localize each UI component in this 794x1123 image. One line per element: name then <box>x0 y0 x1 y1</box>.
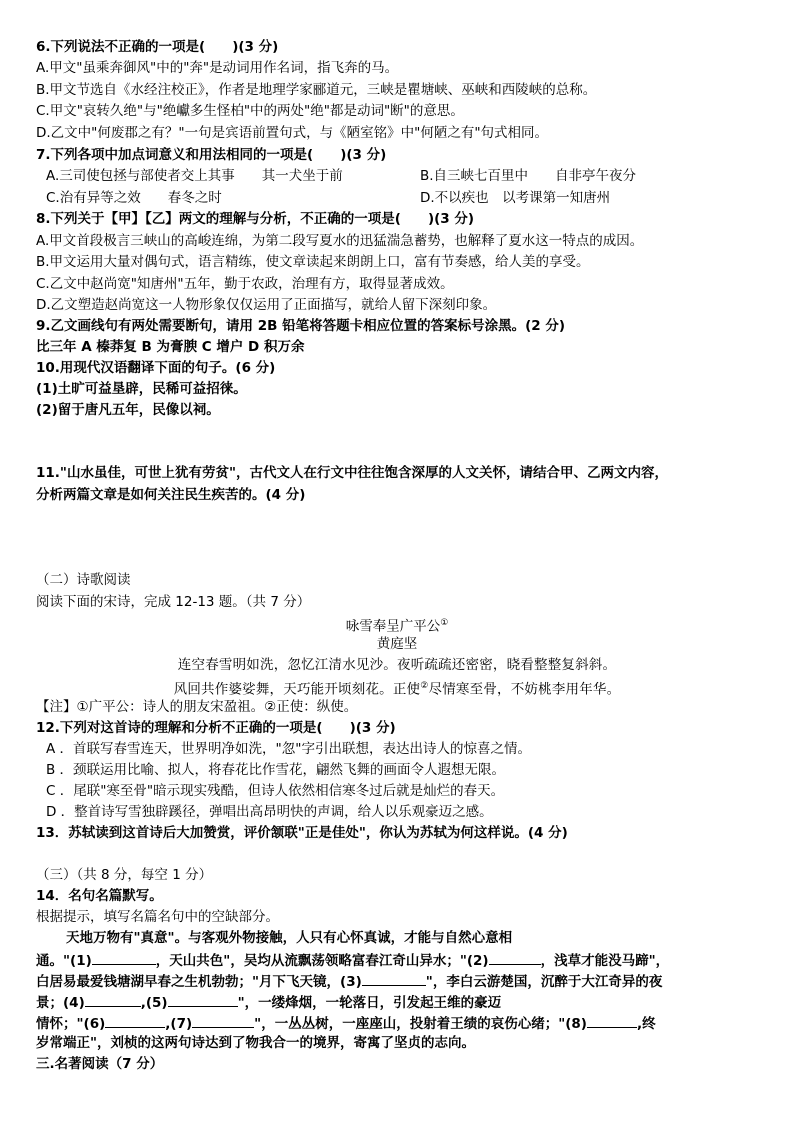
fill-line-4: 景；(4) ,(5) "，一缕烽烟，一轮落日，引发起王维的豪迈 <box>36 992 501 1012</box>
q6-option-a: A.甲文"虽乘奔御风"中的"奔"是动词用作名词，指飞奔的马。 <box>36 60 399 76</box>
q10-stem: 10.用现代汉语翻译下面的句子。(6 分) <box>36 360 276 376</box>
poetry-section-heading: （二）诗歌阅读 <box>36 572 131 588</box>
q8-option-a: A.甲文首段极言三峡山的高峻连绵，为第二段写夏水的迅猛湍急蓄势，也解释了夏水这一特点的成因。 <box>36 233 644 249</box>
blank-8[interactable] <box>587 1013 637 1028</box>
classics-section-heading: 三.名著阅读（7 分） <box>36 1056 164 1072</box>
q10-sentence-2: (2)留于唐凡五年，民像以祠。 <box>36 402 220 418</box>
q12-option-c: C ．尾联"寒至骨"暗示现实残酷，但诗人依然相信寒冬过后就是灿烂的春天。 <box>46 783 505 799</box>
poetry-instruction: 阅读下面的宋诗，完成 12-13 题。（共 7 分） <box>36 594 311 610</box>
q11-line-2: 分析两篇文章是如何关注民生疾苦的。(4 分) <box>36 487 306 503</box>
fill-line-2: 通。"(1) ，天山共色"，吴均从流飘荡领略富春江奇山异水；"(2) ，浅草才能没马蹄"， <box>36 950 669 970</box>
poem-line-2: 风回共作婆娑舞，天巧能开顷刻花。正使②尽情寒至骨，不妨桃李用年华。 <box>173 681 621 698</box>
poem-title-note: ① <box>440 618 449 628</box>
q8-option-b: B.甲文运用大量对偶句式，语言精练，使文章读起来朗朗上口，富有节奏感，给人美的享受。 <box>36 254 590 270</box>
q8-stem: 8.下列关于【甲】【乙】两文的理解与分析，不正确的一项是( )(3 分) <box>36 211 475 227</box>
fill-line-6: 岁常端正"，刘桢的这两句诗达到了物我合一的境界，寄寓了坚贞的志向。 <box>36 1035 476 1051</box>
q7-stem: 7.下列各项中加点词意义和用法相同的一项是( )(3 分) <box>36 147 387 163</box>
q7-option-a: A.三司使包拯与部使者交上其事 其一犬坐于前 <box>46 168 343 184</box>
q9-options: 比三年 A 榛莽复 B 为膏腴 C 增户 D 积万余 <box>36 339 305 355</box>
fill-line-1: 天地万物有"真意"。与客观外物接触，人只有心怀真诚，才能与自然心意相 <box>66 930 513 946</box>
q8-option-c: C.乙文中赵尚宽"知唐州"五年，勤于农政，治理有方，取得显著成效。 <box>36 276 454 292</box>
poem-title: 咏雪奉呈广平公① <box>345 618 449 635</box>
q9-stem: 9.乙文画线句有两处需要断句，请用 2B 铅笔将答题卡相应位置的答案标号涂黑。(2 分) <box>36 318 566 334</box>
blank-2[interactable] <box>489 950 541 965</box>
q13-stem: 13．苏轼读到这首诗后大加赞赏，评价颔联"正是佳处"，你认为苏轼为何这样说。(4 分) <box>36 825 568 841</box>
q10-sentence-1: (1)土旷可益垦辟，民稀可益招徕。 <box>36 381 247 397</box>
q14-stem: 14．名句名篇默写。 <box>36 888 163 904</box>
blank-5[interactable] <box>168 992 238 1007</box>
q8-option-d: D.乙文塑造赵尚宽这一人物形象仅仅运用了正面描写，就给人留下深刻印象。 <box>36 297 497 313</box>
poem-line-1: 连空春雪明如洗，忽忆江清水见沙。夜听疏疏还密密，晓看整整复斜斜。 <box>177 657 617 673</box>
q11-line-1: 11."山水虽佳，可世上犹有劳贫"，古代文人在行文中往往饱含深厚的人文关怀，请结合甲、乙两文内容， <box>36 465 668 481</box>
blank-3[interactable] <box>362 971 426 986</box>
q6-option-c: C.甲文"哀转久绝"与"绝巘多生怪柏"中的两处"绝"都是动词"断"的意思。 <box>36 103 464 119</box>
q6-option-d: D.乙文中"何废郡之有？"一句是宾语前置句式，与《陋室铭》中"何陋之有"句式相同。 <box>36 125 549 141</box>
fill-line-3: 白居易最爱钱塘湖早春之生机勃勃；"月下飞天镜，(3) "，李白云游楚国，沉醉于大江奇异的夜 <box>36 971 662 991</box>
blank-1[interactable] <box>92 950 156 965</box>
q7-option-d: D.不以疾也 以考课第一知唐州 <box>420 190 611 206</box>
q12-option-b: B ．颈联运用比喻、拟人，将春花比作雪花，翩然飞舞的画面令人遐想无限。 <box>46 762 506 778</box>
blank-7[interactable] <box>192 1013 254 1028</box>
poem-line-note: ② <box>420 681 429 691</box>
q12-option-d: D ．整首诗写雪独辟蹊径，弹唱出高昂明快的声调，给人以乐观豪迈之感。 <box>46 804 493 820</box>
q6-option-b: B.甲文节选自《水经注校正》，作者是地理学家郦道元，三峡是瞿塘峡、巫峡和西陵峡的总称。 <box>36 82 597 98</box>
fill-section-heading: （三）（共 8 分，每空 1 分） <box>36 867 213 883</box>
poem-note: 【注】①广平公：诗人的朋友宋盈祖。②正使：纵使。 <box>36 699 358 715</box>
q7-option-c: C.治有异等之效 春冬之时 <box>46 190 222 206</box>
q7-option-b: B.自三峡七百里中 自非亭午夜分 <box>420 168 637 184</box>
blank-6[interactable] <box>105 1013 165 1028</box>
q12-stem: 12.下列对这首诗的理解和分析不正确的一项是( )(3 分) <box>36 720 396 736</box>
q12-option-a: A ．首联写春雪连天，世界明净如洗，"忽"字引出联想，表达出诗人的惊喜之情。 <box>46 741 531 757</box>
q6-stem: 6.下列说法不正确的一项是( )(3 分) <box>36 39 279 55</box>
q14-instruction: 根据提示，填写名篇名句中的空缺部分。 <box>36 909 279 925</box>
fill-line-5: 情怀；"(6) ,(7) "，一丛丛树，一座座山，投射着王绩的哀伤心绪；"(8) ,终 <box>36 1013 656 1033</box>
poem-author: 黄庭坚 <box>376 636 418 652</box>
blank-4[interactable] <box>85 992 141 1007</box>
